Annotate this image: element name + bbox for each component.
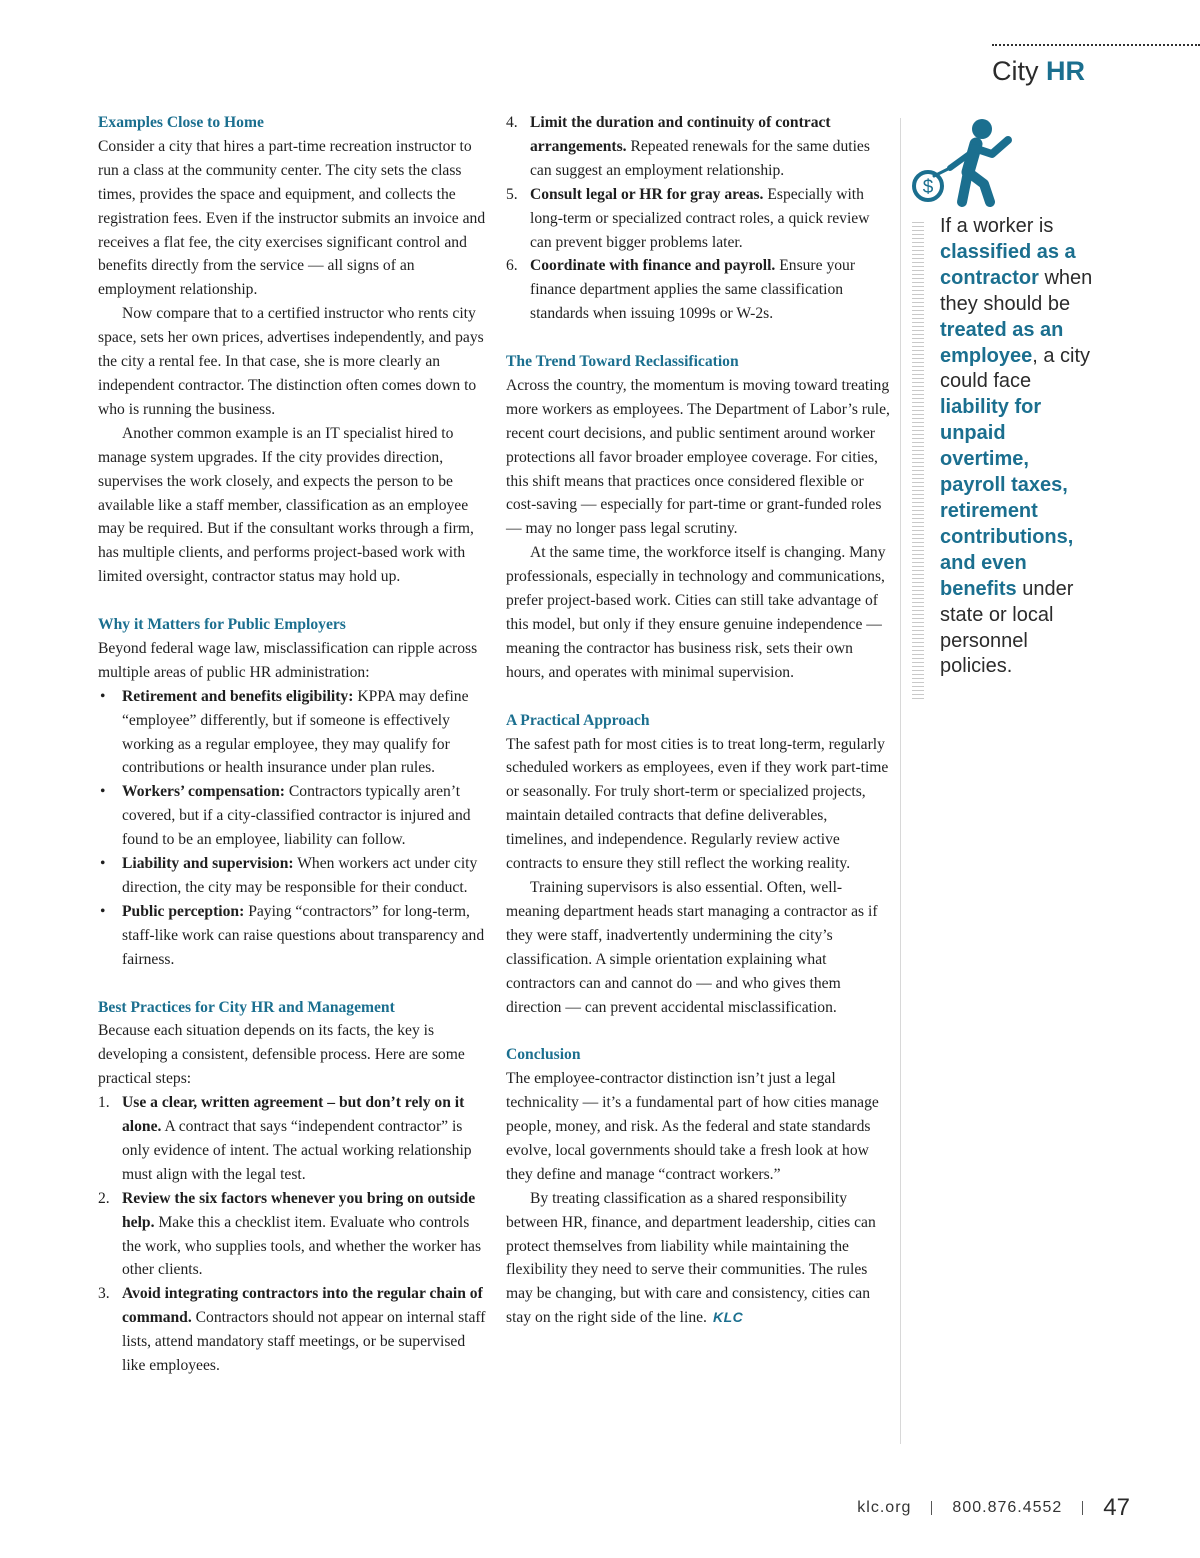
list-item-text: Paying “contractors” for long-term, staff-like work can raise questions about transparency and fairness. <box>122 902 485 968</box>
list-item-text: Make this a checklist item. Evaluate who controls the work, who supplies tools, and whether the worker has other clients. <box>122 1213 482 1279</box>
dotted-rule <box>992 44 1200 46</box>
page-footer <box>857 1494 1130 1522</box>
pullquote-decoration <box>912 222 924 702</box>
list-item-text: Repeated renewals for the same duties can suggest an employment relationship. <box>530 137 870 179</box>
numbered-list-part-2 <box>506 111 890 326</box>
list-item-lead: Retirement and benefits eligibility: <box>122 687 354 705</box>
list-item <box>98 685 486 781</box>
bullet-list <box>98 685 486 972</box>
footer-separator <box>1082 1501 1083 1515</box>
list-item <box>98 1091 486 1187</box>
section-header <box>992 44 1200 87</box>
paragraph: At the same time, the workforce itself is changing. Many professionals, especially in technology and communications, prefer project-based work. Cities can still take advantage of this model, but only if they ensure genuine independence — meaning the contractor has business risk, sets their own hours, and operates with minimal supervision. <box>506 544 886 681</box>
list-item <box>98 1187 486 1283</box>
list-item-text: Contractors should not appear on internal staff lists, attend mandatory staff meetings, or be supervised like employees. <box>122 1309 486 1375</box>
pullquote-text-part: under state or local personnel policies. <box>940 577 1074 678</box>
list-number: 6. <box>506 257 518 275</box>
list-number: 1. <box>98 1094 110 1112</box>
pullquote-text-part: when they should be <box>940 266 1093 315</box>
column-left <box>98 111 486 1378</box>
paragraph-text: By treating classification as a shared responsibility between HR, finance, and department leadership, cities can protect themselves from liability while maintaining the flexibility they need to serve their communities. The rules may be changing, but with care and consistency, cities can stay on the right side of the line. <box>506 1189 876 1327</box>
list-number: 5. <box>506 185 518 203</box>
footer-phone: 800.876.4552 <box>952 1499 1063 1516</box>
list-item-lead: Use a clear, written agreement – but don’t rely on it alone. <box>122 1094 465 1136</box>
list-item <box>98 852 486 900</box>
paragraph: Training supervisors is also essential. Often, well-meaning department heads start managing a contractor as if they were staff, inadvertently undermining the city’s classification. A simple orientation explaining what contractors can and cannot do — and who gives them direction — can prevent accidental misclassification. <box>506 878 878 1016</box>
list-number: 3. <box>98 1285 110 1303</box>
heading-practical-approach: A Practical Approach <box>506 711 650 729</box>
numbered-list-part-1 <box>98 1091 486 1378</box>
list-item-lead: Consult legal or HR for gray areas. <box>530 185 764 203</box>
pullquote-emphasis: treated as an employee <box>940 318 1064 367</box>
sidebar-divider <box>900 118 901 1444</box>
list-item-text: Especially with long-term or specialized contract roles, a quick review can prevent bigger problems later. <box>530 185 870 251</box>
list-item-lead: Avoid integrating contractors into the regular chain of command. <box>122 1285 483 1327</box>
list-item-lead: Coordinate with finance and payroll. <box>530 257 776 275</box>
pullquote-text-part: , a city could face <box>940 344 1091 393</box>
heading-trend: The Trend Toward Reclassification <box>506 353 739 371</box>
svg-text:$: $ <box>922 177 934 198</box>
list-item <box>98 1282 486 1378</box>
pullquote-emphasis: classified as a contractor <box>940 240 1076 289</box>
list-item <box>98 780 486 852</box>
worker-pulling-dollar-icon <box>910 116 1020 208</box>
list-item-text: KPPA may define “employee” differently, but if someone is effectively working as a regular employee, they may qualify for contributions or health insurance under plan rules. <box>122 687 469 777</box>
list-number: 4. <box>506 114 518 131</box>
heading-best-practices: Best Practices for City HR and Management <box>98 998 395 1016</box>
list-item-lead: Review the six factors whenever you bring on outside help. <box>122 1189 476 1231</box>
list-item-text: A contract that says “independent contractor” is only evidence of intent. The actual working relationship must align with the legal test. <box>122 1118 472 1183</box>
section-title-emphasis: HR <box>1046 56 1086 86</box>
footer-separator <box>931 1501 932 1515</box>
paragraph: The employee-contractor distinction isn’t just a legal technicality — it’s a fundamental part of how cities manage people, money, and risk. As the federal and state standards evolve, local governments should take a fresh look at how they define and manage “contract workers.” <box>506 1070 879 1183</box>
heading-conclusion: Conclusion <box>506 1046 581 1064</box>
pullquote-text-part: If a worker is <box>940 215 1054 237</box>
paragraph: Another common example is an IT specialist hired to manage system upgrades. If the city provides direction, supervises the work closely, and expects the person to be available like a staff member, classification as an employee may be required. But if the consultant works through a firm, has multiple clients, and performs project-based work with limited oversight, contractor status may hold up. <box>98 424 474 586</box>
section-title-prefix: City <box>992 56 1039 86</box>
page-number: 47 <box>1103 1494 1130 1521</box>
paragraph: Beyond federal wage law, misclassification can ripple across multiple areas of public HR administration: <box>98 639 478 681</box>
list-number: 2. <box>98 1189 110 1207</box>
pullquote <box>940 214 1100 680</box>
list-item-lead: Public perception: <box>122 902 245 920</box>
heading-examples: Examples Close to Home <box>98 114 264 131</box>
pullquote-emphasis: liability for unpaid overtime, payroll taxes, retirement contributions, and even benefits <box>940 396 1074 600</box>
heading-why-it-matters: Why it Matters for Public Employers <box>98 616 346 634</box>
list-item-lead: Liability and supervision: <box>122 855 294 873</box>
list-item-text: When workers act under city direction, the city may be responsible for their conduct. <box>122 855 478 896</box>
list-item <box>506 183 890 255</box>
pullquote-text <box>940 214 1100 680</box>
list-item-lead: Limit the duration and continuity of contract arrangements. <box>530 114 831 155</box>
list-item <box>506 111 890 183</box>
paragraph: Across the country, the momentum is moving toward treating more workers as employees. The Department of Labor’s rule, recent court decisions, and public sentiment around worker protections all favor broader employee coverage. For cities, this shift means that practices once considered flexible or cost-saving — especially for part-time or grant-funded roles — may no longer pass legal scrutiny. <box>506 376 890 538</box>
list-item <box>98 900 486 972</box>
list-item-lead: Workers’ compensation: <box>122 783 285 801</box>
paragraph: Consider a city that hires a part-time recreation instructor to run a class at the community center. The city sets the class times, provides the space and equipment, and collects the registration fees. Even if the instructor submits an invoice and receives a flat fee, the city exercises significant control and benefits directly from the service — all signs of an employment relationship. <box>98 137 486 299</box>
section-title <box>992 56 1200 87</box>
list-item-text: Contractors typically aren’t covered, but if a city-classified contractor is injured and found to be an employee, liability can follow. <box>122 783 471 849</box>
paragraph: Because each situation depends on its facts, the key is developing a consistent, defensible process. Here are some practical steps: <box>98 1022 465 1088</box>
column-middle <box>506 111 890 1330</box>
list-item-text: Ensure your finance department applies the same classification standards when issuing 1099s or W-2s. <box>530 257 856 323</box>
klc-end-mark: KLC <box>712 1309 744 1326</box>
list-item <box>506 254 890 326</box>
paragraph: Now compare that to a certified instructor who rents city space, sets her own prices, advertises independently, and pays the city a rental fee. In that case, she is more clearly an independent contractor. The distinction often comes down to who is running the business. <box>98 305 484 418</box>
paragraph <box>506 1187 890 1330</box>
footer-site-link[interactable]: klc.org <box>857 1499 912 1516</box>
paragraph: The safest path for most cities is to treat long-term, regularly scheduled workers as employees, even if they work part-time or seasonally. For truly short-term or specialized projects, maintain detailed contracts that define deliverables, timelines, and independence. Regularly review active contracts to ensure they still reflect the working reality. <box>506 735 889 873</box>
